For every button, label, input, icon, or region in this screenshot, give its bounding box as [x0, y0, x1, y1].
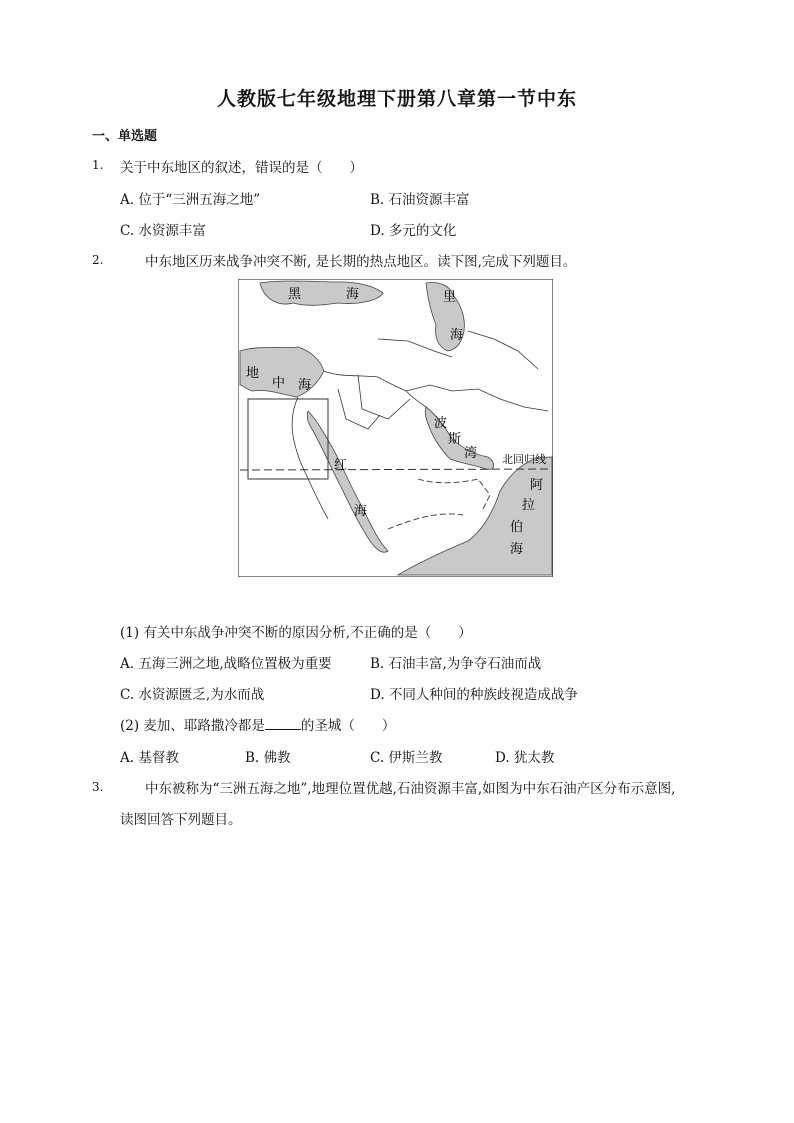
tropic-label: 北回归线: [502, 453, 546, 466]
question-text: 中东地区历来战争冲突不断, 是长期的热点地区。读下图,完成下列题目。: [145, 254, 577, 270]
subquestion-text-before: (2) 麦加、耶路撒冷都是: [120, 718, 265, 734]
option-c: C. 伊斯兰教: [370, 750, 443, 766]
option-a: A. 基督教: [120, 750, 179, 766]
subquestion-text-after: 的圣城（ ）: [300, 718, 396, 734]
question-text: 中东被称为“三洲五海之地”,地理位置优越,石油资源丰富,如图为中东石油产区分布示意图,: [145, 781, 676, 797]
map-label: 波: [434, 416, 448, 431]
map-label: 海: [450, 328, 464, 343]
option-a: A. 五海三洲之地,战略位置极为重要: [120, 656, 332, 672]
question-number: 1.: [92, 158, 104, 172]
middle-east-map: [238, 279, 553, 577]
map-label: 伯: [510, 520, 524, 535]
map-label: 海: [510, 542, 524, 557]
map-label: 海: [346, 287, 360, 302]
document-title: 人教版七年级地理下册第八章第一节中东: [216, 88, 577, 110]
map-label: 黑: [288, 287, 302, 302]
map-label: 地: [246, 366, 260, 381]
answer-blank: [265, 717, 301, 730]
option-c: C. 水资源丰富: [120, 223, 206, 239]
option-b: B. 石油资源丰富: [370, 192, 470, 208]
option-d: D. 不同人种间的种族歧视造成战争: [370, 687, 578, 703]
question-number: 2.: [92, 253, 104, 267]
question-number: 3.: [92, 780, 104, 794]
map-label: 拉: [522, 498, 536, 513]
map-label: 湾: [464, 446, 478, 461]
map-label: 海: [298, 378, 312, 393]
map-label: 中: [272, 376, 286, 391]
subquestion-text: (1) 有关中东战争冲突不断的原因分析,不正确的是（ ）: [120, 625, 472, 641]
option-d: D. 多元的文化: [370, 223, 457, 239]
question-text-continued: 读图回答下列题目。: [120, 812, 242, 828]
option-b: B. 佛教: [245, 750, 291, 766]
map-label: 海: [354, 504, 368, 519]
question-text: 关于中东地区的叙述，错误的是（ ）: [120, 160, 363, 176]
option-a: A. 位于“三洲五海之地”: [120, 192, 261, 208]
map-label: 阿: [530, 478, 544, 493]
option-d: D. 犹太教: [495, 750, 555, 766]
option-b: B. 石油丰富,为争夺石油而战: [370, 656, 542, 672]
section-heading: 一、单选题: [92, 129, 158, 144]
option-c: C. 水资源匮乏,为水而战: [120, 687, 265, 703]
map-label: 里: [443, 290, 457, 305]
map-label: 红: [334, 458, 348, 473]
subquestion-text: [120, 714, 395, 734]
map-label: 斯: [448, 432, 462, 447]
